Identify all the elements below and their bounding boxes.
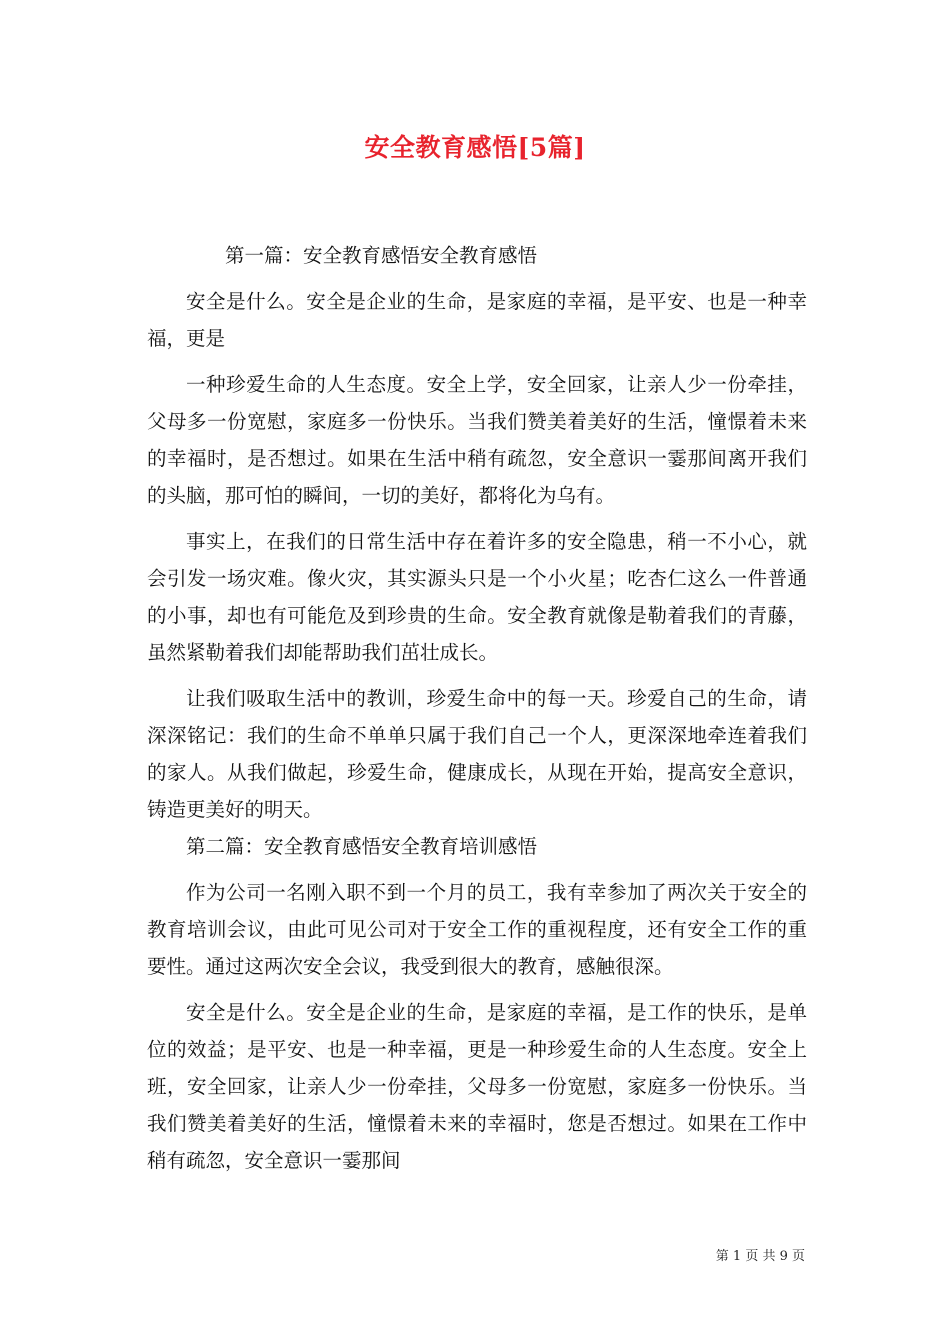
- page-number: 第 1 页 共 9 页: [715, 1249, 805, 1264]
- paragraph: 作为公司一名刚入职不到一个月的员工，我有幸参加了两次关于安全的教育培训会议，由此可见公司对于安全工作的重视程度，还有安全工作的重要性。通过这两次安全会议，我受到很大的教育，感触很深。: [147, 881, 807, 978]
- section-heading-1: 第一篇：安全教育感悟安全教育感悟: [225, 244, 538, 267]
- paragraph: 让我们吸取生活中的教训，珍爱生命中的每一天。珍爱自己的生命，请深深铭记：我们的生命不单单只属于我们自己一个人，更深深地牵连着我们的家人。从我们做起，珍爱生命，健康成长，从现在开始，提高安全意识，铸造更美好的明天。: [147, 687, 807, 821]
- paragraph: 一种珍爱生命的人生态度。安全上学，安全回家，让亲人少一份牵挂，父母多一份宽慰，家庭多一份快乐。当我们赞美着美好的生活，憧憬着未来的幸福时，是否想过。如果在生活中稍有疏忽，安全意识一霎那间离开我们的头脑，那可怕的瞬间，一切的美好，都将化为乌有。: [147, 373, 807, 507]
- paragraph: 安全是什么。安全是企业的生命，是家庭的幸福，是平安、也是一种幸福，更是: [147, 290, 807, 350]
- section-heading-2: 第二篇：安全教育感悟安全教育培训感悟: [186, 835, 538, 858]
- document-body: [147, 237, 807, 1179]
- paragraph: 事实上，在我们的日常生活中存在着许多的安全隐患，稍一不小心，就会引发一场灾难。像火灾，其实源头只是一个小火星；吃杏仁这么一件普通的小事，却也有可能危及到珍贵的生命。安全教育就像是勒着我们的青藤，虽然紧勒着我们却能帮助我们茁壮成长。: [147, 530, 807, 664]
- document-title: 安全教育感悟[5篇]: [364, 133, 586, 162]
- paragraph: 安全是什么。安全是企业的生命，是家庭的幸福，是工作的快乐，是单位的效益；是平安、也是一种幸福，更是一种珍爱生命的人生态度。安全上班，安全回家，让亲人少一份牵挂，父母多一份宽慰，家庭多一份快乐。当我们赞美着美好的生活，憧憬着未来的幸福时，您是否想过。如果在工作中稍有疏忽，安全意识一霎那间: [147, 1001, 807, 1172]
